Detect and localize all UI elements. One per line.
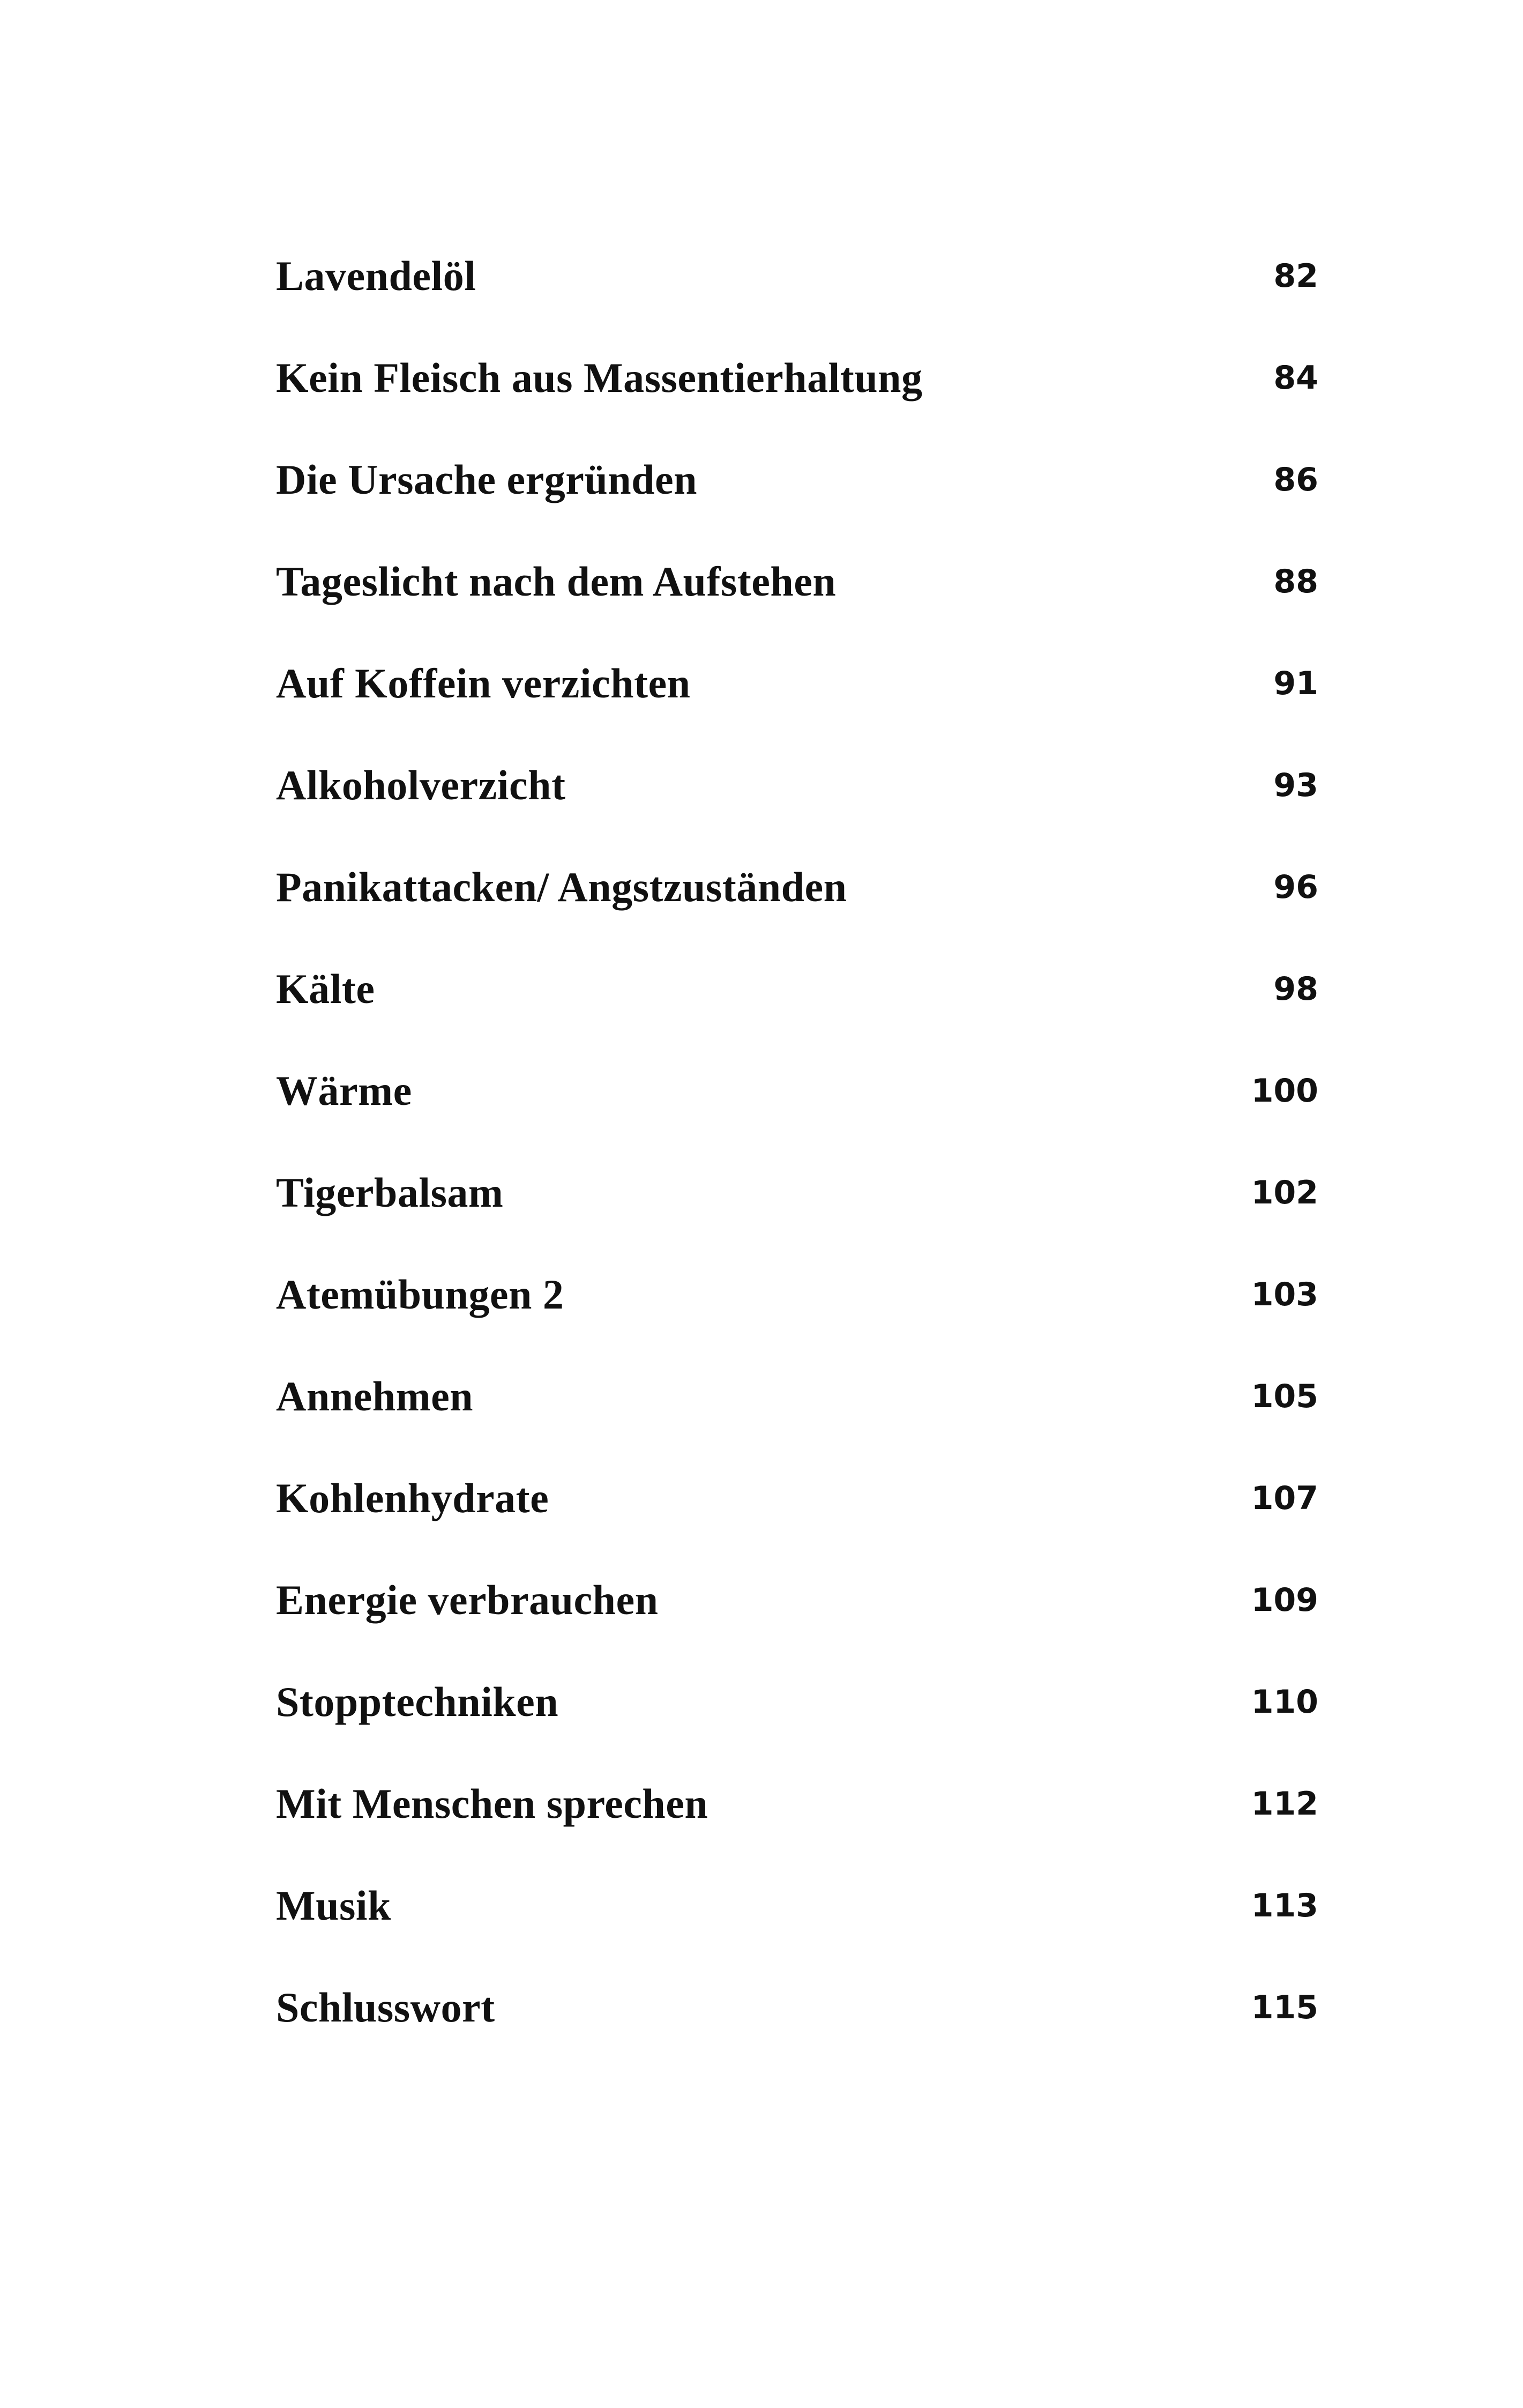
toc-entry-page-number: 88 [1273,563,1318,600]
toc-entry-title: Tageslicht nach dem Aufstehen [276,558,837,605]
toc-entry [276,1142,1318,1244]
toc-entry-title: Lavendelöl [276,252,476,299]
toc-entry [276,633,1318,734]
toc-entry [276,836,1318,938]
toc-entry-title: Annehmen [276,1373,474,1419]
table-of-contents [276,225,1318,2058]
toc-entry [276,1447,1318,1549]
toc-entry-page-number: 110 [1251,1683,1318,1721]
toc-entry-page-number: 86 [1273,461,1318,499]
toc-entry [276,734,1318,836]
toc-entry-title: Panikattacken/ Angstzuständen [276,864,847,910]
toc-entry [276,938,1318,1040]
toc-entry-page-number: 113 [1251,1887,1318,1924]
toc-entry-page-number: 105 [1251,1378,1318,1415]
toc-entry-page-number: 96 [1273,868,1318,906]
toc-entry-title: Auf Koffein verzichten [276,660,691,707]
toc-entry-page-number: 112 [1251,1785,1318,1823]
toc-entry-title: Kein Fleisch aus Massentierhaltung [276,354,923,401]
toc-entry-page-number: 84 [1273,359,1318,397]
toc-entry-title: Stopptechniken [276,1678,559,1725]
toc-entry-page-number: 109 [1251,1581,1318,1619]
toc-entry-page-number: 102 [1251,1174,1318,1212]
toc-entry [276,1651,1318,1753]
toc-entry-title: Alkoholverzicht [276,762,566,808]
toc-entry-page-number: 103 [1251,1276,1318,1313]
toc-entry [276,327,1318,429]
toc-entry-title: Mit Menschen sprechen [276,1780,708,1827]
toc-entry-title: Kohlenhydrate [276,1475,549,1521]
toc-entry-page-number: 107 [1251,1480,1318,1517]
toc-entry-title: Energie verbrauchen [276,1577,659,1623]
toc-entry-page-number: 100 [1251,1072,1318,1110]
toc-entry-page-number: 115 [1251,1989,1318,2026]
toc-entry [276,1040,1318,1142]
toc-entry-title: Kälte [276,965,375,1012]
toc-entry-title: Musik [276,1882,391,1929]
toc-entry [276,1855,1318,1957]
toc-entry-page-number: 91 [1273,665,1318,702]
toc-entry [276,531,1318,633]
toc-entry-title: Wärme [276,1067,412,1114]
toc-entry-page-number: 98 [1273,970,1318,1008]
toc-entry-title: Schlusswort [276,1984,495,2031]
toc-entry [276,429,1318,531]
toc-entry [276,1753,1318,1855]
toc-entry-title: Atemübungen 2 [276,1271,564,1318]
toc-entry [276,1957,1318,2058]
toc-entry-page-number: 93 [1273,767,1318,804]
toc-entry [276,225,1318,327]
toc-entry-title: Tigerbalsam [276,1169,504,1216]
toc-entry [276,1346,1318,1447]
toc-entry-page-number: 82 [1273,257,1318,295]
toc-entry-title: Die Ursache ergründen [276,456,698,503]
toc-entry [276,1244,1318,1346]
toc-entry [276,1549,1318,1651]
